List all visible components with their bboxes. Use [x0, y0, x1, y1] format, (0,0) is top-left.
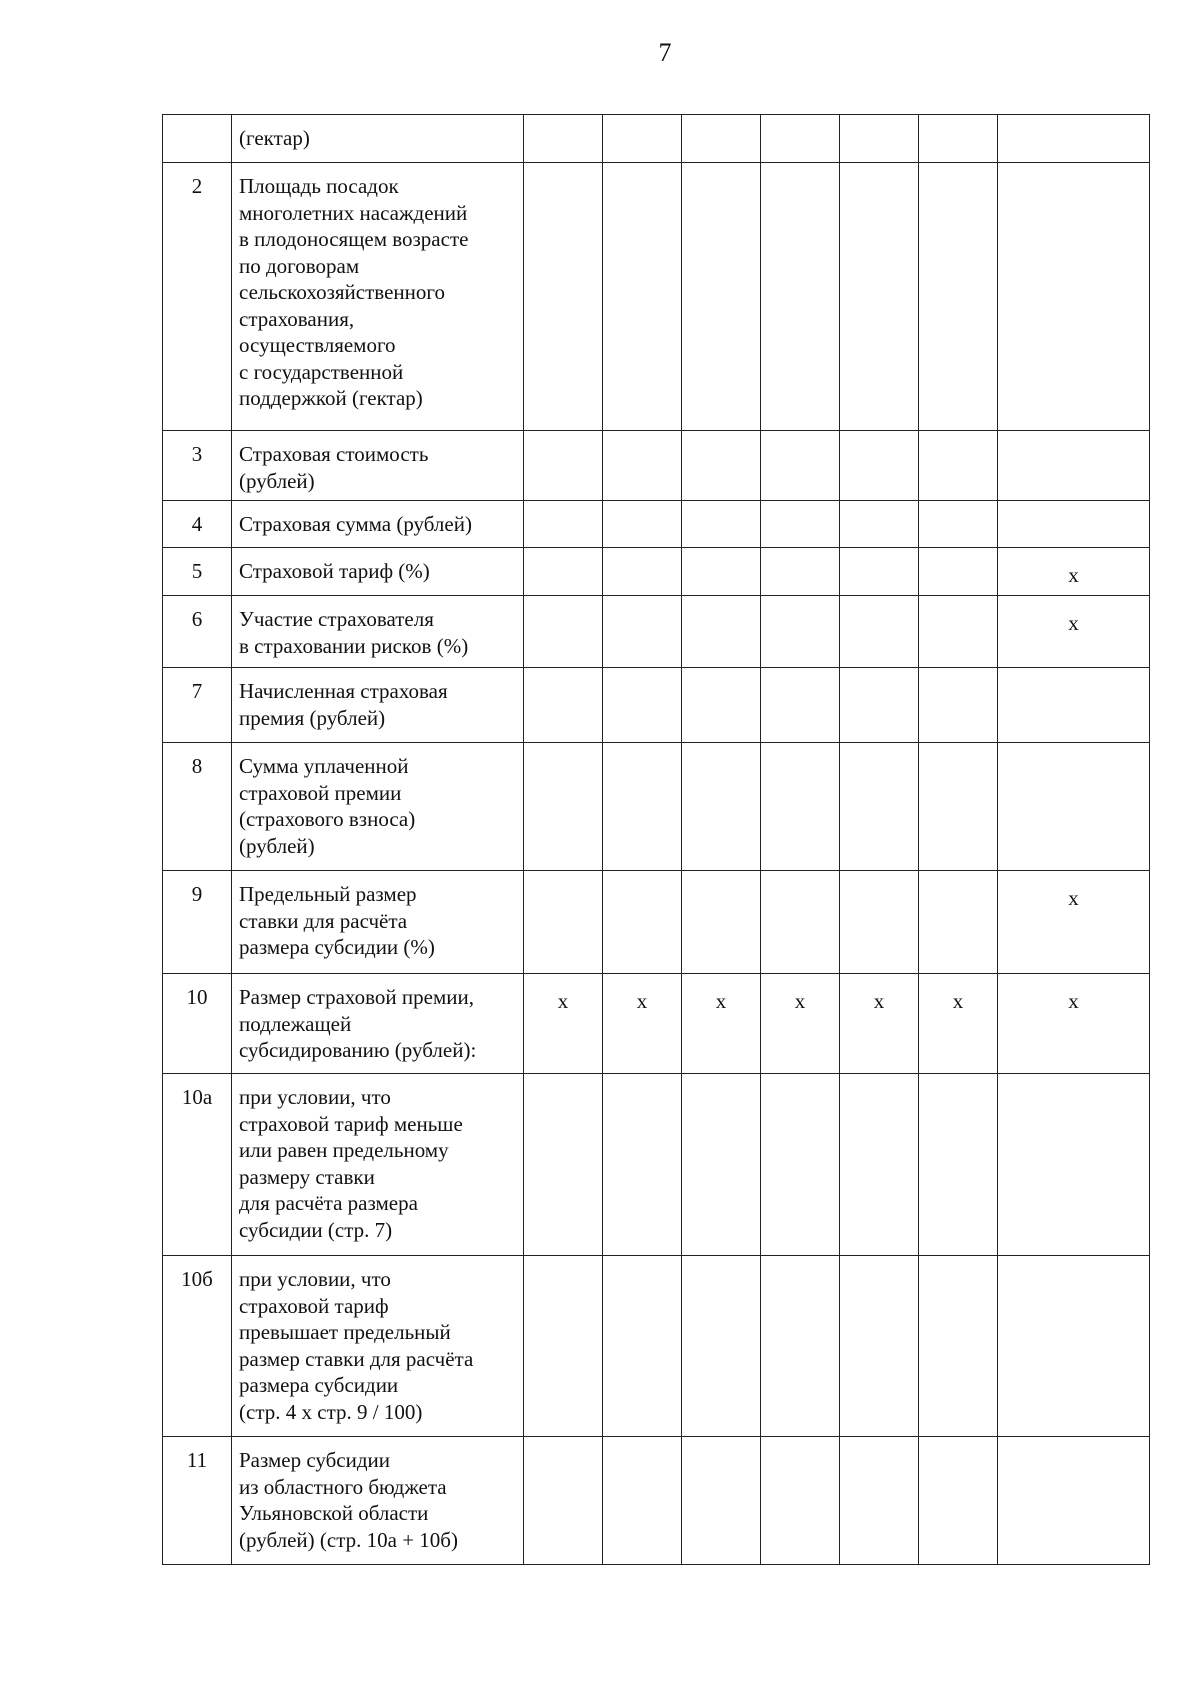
- value-cell: [840, 743, 919, 871]
- row-label-line: страховой тариф: [239, 1293, 389, 1318]
- value-cell: [682, 596, 761, 668]
- row-label: [232, 163, 524, 431]
- value-cell: [603, 1074, 682, 1256]
- value-cell: [840, 596, 919, 668]
- value-cell: х: [998, 548, 1150, 596]
- value-cell: [840, 501, 919, 548]
- value-cell: [682, 163, 761, 431]
- value-cell: [761, 1437, 840, 1565]
- row-number: 9: [163, 871, 232, 974]
- row-label-line: многолетних насаждений: [239, 200, 468, 225]
- value-cell: [603, 1437, 682, 1565]
- row-label-line: размера субсидии (%): [239, 935, 435, 959]
- row-label-line: при условии, что: [239, 1085, 391, 1109]
- value-cell: [603, 163, 682, 431]
- value-cell: [682, 115, 761, 163]
- value-cell: х: [998, 974, 1150, 1074]
- table-row: [163, 743, 1150, 871]
- value-cell: [919, 115, 998, 163]
- value-cell: х: [998, 596, 1150, 668]
- value-cell: [840, 1074, 919, 1256]
- row-label: [232, 431, 524, 501]
- value-cell: [682, 668, 761, 743]
- value-cell: [603, 115, 682, 163]
- row-label: [232, 1074, 524, 1256]
- value-cell: [524, 115, 603, 163]
- row-number: 10б: [163, 1256, 232, 1437]
- table-row: [163, 596, 1150, 668]
- row-label-line: (рублей): [239, 833, 315, 858]
- value-cell: [998, 668, 1150, 743]
- value-cell: [998, 431, 1150, 501]
- table-body: [163, 115, 1150, 1565]
- value-cell: [919, 1256, 998, 1437]
- value-cell: х: [840, 974, 919, 1074]
- value-cell: [603, 743, 682, 871]
- value-cell: [919, 596, 998, 668]
- row-label: [232, 974, 524, 1074]
- row-label: [232, 115, 524, 163]
- value-cell: [919, 871, 998, 974]
- row-label-line: осуществляемого: [239, 333, 396, 357]
- row-label-line: Начисленная страховая: [239, 679, 448, 703]
- row-label-line: с государственной: [239, 359, 404, 384]
- value-cell: [919, 501, 998, 548]
- row-label-line: Страховой тариф (%): [239, 559, 430, 583]
- row-number: 2: [163, 163, 232, 431]
- row-number: 10: [163, 974, 232, 1074]
- value-cell: [682, 743, 761, 871]
- value-cell: [524, 431, 603, 501]
- row-number: [163, 115, 232, 163]
- value-cell: х: [998, 871, 1150, 974]
- row-label: [232, 548, 524, 596]
- row-label-line: подлежащей: [239, 1011, 352, 1036]
- table-row: [163, 974, 1150, 1074]
- value-cell: [761, 163, 840, 431]
- value-cell: [998, 1437, 1150, 1565]
- value-cell: [524, 743, 603, 871]
- row-label-line: превышает предельный: [239, 1320, 451, 1344]
- value-cell: [682, 431, 761, 501]
- value-cell: [761, 431, 840, 501]
- value-cell: [603, 871, 682, 974]
- value-cell: [524, 501, 603, 548]
- value-cell: [998, 501, 1150, 548]
- value-cell: х: [682, 974, 761, 1074]
- row-label-line: страхования,: [239, 306, 355, 331]
- row-label-line: субсидированию (рублей):: [239, 1038, 477, 1062]
- row-label-line: Страховая стоимость: [239, 442, 429, 466]
- value-cell: [761, 743, 840, 871]
- value-cell: [524, 871, 603, 974]
- value-cell: [524, 668, 603, 743]
- row-label-line: при условии, что: [239, 1267, 391, 1291]
- table-row: [163, 1437, 1150, 1565]
- value-cell: [761, 871, 840, 974]
- value-cell: х: [761, 974, 840, 1074]
- row-label: [232, 871, 524, 974]
- table-row: [163, 668, 1150, 743]
- row-label-line: Участие страхователя: [239, 607, 434, 631]
- page-number: 7: [658, 38, 672, 67]
- row-label: [232, 1437, 524, 1565]
- value-cell: [603, 596, 682, 668]
- row-number: 3: [163, 431, 232, 501]
- row-label-line: в страховании рисков (%): [239, 633, 469, 658]
- value-cell: [524, 163, 603, 431]
- table-row: [163, 115, 1150, 163]
- value-cell: [603, 1256, 682, 1437]
- row-label-line: (рублей): [239, 468, 315, 493]
- row-label: [232, 743, 524, 871]
- value-cell: [919, 743, 998, 871]
- row-label-line: страховой премии: [239, 780, 402, 805]
- value-cell: [603, 668, 682, 743]
- row-label-line: (гектар): [239, 126, 310, 150]
- value-cell: [524, 1074, 603, 1256]
- value-cell: х: [524, 974, 603, 1074]
- value-cell: [761, 115, 840, 163]
- table-row: [163, 548, 1150, 596]
- value-cell: х: [919, 974, 998, 1074]
- value-cell: [761, 501, 840, 548]
- value-cell: [919, 431, 998, 501]
- value-cell: [840, 1256, 919, 1437]
- value-cell: [840, 431, 919, 501]
- row-label-line: премия (рублей): [239, 705, 386, 730]
- value-cell: [840, 548, 919, 596]
- table-row: [163, 1256, 1150, 1437]
- value-cell: [998, 115, 1150, 163]
- row-label-line: субсидии (стр. 7): [239, 1217, 393, 1242]
- value-cell: [761, 1256, 840, 1437]
- row-label: [232, 668, 524, 743]
- value-cell: [603, 431, 682, 501]
- value-cell: [524, 1437, 603, 1565]
- value-cell: [603, 501, 682, 548]
- row-label-line: Ульяновской области: [239, 1501, 429, 1525]
- value-cell: [682, 548, 761, 596]
- value-cell: [682, 1256, 761, 1437]
- value-cell: [998, 1256, 1150, 1437]
- row-label-line: по договорам: [239, 253, 360, 278]
- value-cell: [840, 871, 919, 974]
- row-label-line: (страхового взноса): [239, 807, 416, 831]
- value-cell: [840, 163, 919, 431]
- value-cell: [524, 596, 603, 668]
- value-cell: [682, 1437, 761, 1565]
- value-cell: [919, 163, 998, 431]
- row-label-line: (рублей) (стр. 10а + 10б): [239, 1527, 458, 1552]
- row-label-line: в плодоносящем возрасте: [239, 227, 469, 251]
- table-row: [163, 431, 1150, 501]
- row-label: [232, 596, 524, 668]
- value-cell: [919, 668, 998, 743]
- value-cell: [761, 1074, 840, 1256]
- value-cell: х: [603, 974, 682, 1074]
- table-row: [163, 1074, 1150, 1256]
- value-cell: [761, 596, 840, 668]
- row-label-line: размера субсидии: [239, 1373, 399, 1397]
- row-label-line: Размер субсидии: [239, 1448, 391, 1472]
- value-cell: [761, 548, 840, 596]
- row-number: 7: [163, 668, 232, 743]
- row-label-line: для расчёта размера: [239, 1191, 418, 1215]
- row-number: 4: [163, 501, 232, 548]
- row-label-line: размер ставки для расчёта: [239, 1346, 474, 1371]
- row-number: 10а: [163, 1074, 232, 1256]
- table-row: [163, 871, 1150, 974]
- row-label-line: размеру ставки: [239, 1164, 375, 1189]
- table-row: [163, 501, 1150, 548]
- value-cell: [682, 1074, 761, 1256]
- row-label-line: (стр. 4 х стр. 9 / 100): [239, 1399, 423, 1424]
- row-label-line: Сумма уплаченной: [239, 754, 409, 778]
- row-label-line: Страховая сумма (рублей): [239, 512, 472, 536]
- value-cell: [840, 668, 919, 743]
- row-label-line: или равен предельному: [239, 1138, 449, 1162]
- row-number: 8: [163, 743, 232, 871]
- row-label-line: сельскохозяйственного: [239, 280, 445, 304]
- value-cell: [998, 743, 1150, 871]
- subsidy-calculation-table: [162, 114, 1150, 1565]
- value-cell: [998, 1074, 1150, 1256]
- row-number: 6: [163, 596, 232, 668]
- row-label-line: поддержкой (гектар): [239, 386, 423, 410]
- value-cell: [840, 115, 919, 163]
- value-cell: [682, 871, 761, 974]
- value-cell: [524, 548, 603, 596]
- row-label: [232, 501, 524, 548]
- row-label-line: страховой тариф меньше: [239, 1111, 463, 1136]
- row-label: [232, 1256, 524, 1437]
- value-cell: [524, 1256, 603, 1437]
- row-label-line: из областного бюджета: [239, 1474, 447, 1499]
- row-label-line: Площадь посадок: [239, 174, 399, 198]
- value-cell: [761, 668, 840, 743]
- row-number: 11: [163, 1437, 232, 1565]
- row-number: 5: [163, 548, 232, 596]
- row-label-line: ставки для расчёта: [239, 908, 408, 933]
- row-label-line: Предельный размер: [239, 882, 417, 906]
- table-row: [163, 163, 1150, 431]
- value-cell: [682, 501, 761, 548]
- value-cell: [919, 1074, 998, 1256]
- value-cell: [919, 548, 998, 596]
- value-cell: [998, 163, 1150, 431]
- value-cell: [603, 548, 682, 596]
- value-cell: [919, 1437, 998, 1565]
- row-label-line: Размер страховой премии,: [239, 985, 474, 1009]
- value-cell: [840, 1437, 919, 1565]
